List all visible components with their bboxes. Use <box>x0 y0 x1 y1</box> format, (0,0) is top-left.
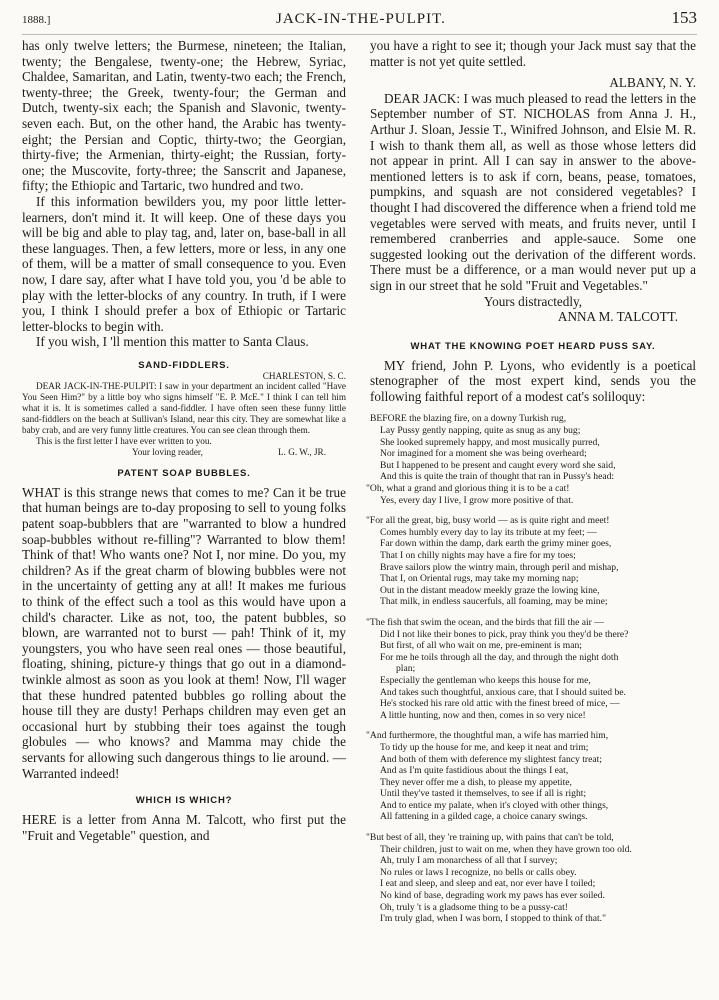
poem-line: Oh, truly 't is a gladsome thing to be a pussy-cat! <box>380 901 568 913</box>
poem-line: I eat and sleep, and sleep and eat, nor ever have I toiled; <box>380 878 596 890</box>
poem-line: BEFORE the blazing fire, on a downy Turkish rug, <box>370 413 567 425</box>
santa-claus-paragraph: If you wish, I 'll mention this matter to Santa Claus. <box>36 334 309 350</box>
poem-line: And as I'm quite fastidious about the things I eat, <box>380 765 569 777</box>
sand-fiddlers-section <box>22 360 346 458</box>
poem-line: That I on chilly nights may have a fire for my toes; <box>380 550 576 561</box>
poem-stanza <box>366 730 696 823</box>
poem-line: plan; <box>396 663 416 675</box>
poem-line: Out in the distant meadow meekly graze the lowing kine, <box>380 584 600 596</box>
poem-line: "Oh, what a grand and glorious thing it is to be a cat! <box>366 483 570 495</box>
poem-line: "But best of all, they 're training up, with pains that can't be told, <box>366 832 614 844</box>
running-header <box>22 8 697 35</box>
patent-bubbles-heading: PATENT SOAP BUBBLES. <box>117 467 251 479</box>
poem-line: For me he toils through all the day, and through the night doth <box>380 651 619 663</box>
poem-line: To tidy up the house for me, and keep it neat and trim; <box>380 741 589 753</box>
cat-poem <box>366 413 696 925</box>
poem-stanza <box>366 515 696 608</box>
poem-line: Far down within the damp, dark earth the grimy miner goes, <box>380 538 612 550</box>
patent-bubbles-section <box>22 468 346 781</box>
poem-line: Especially the gentleman who keeps this house for me, <box>380 674 591 686</box>
page-number: 153 <box>671 8 697 27</box>
which-is-which-heading: WHICH IS WHICH? <box>135 795 233 807</box>
poem-line: "The fish that swim the ocean, and the birds that fill the air — <box>366 616 604 628</box>
poem-line: All fattening in a gilded cage, a choice canary swings. <box>380 811 588 823</box>
poem-line: No kind of base, degrading work my paws has ever soiled. <box>380 890 605 902</box>
poem-stanza <box>366 832 696 925</box>
poem-line: But I happened to be present and caught every word she said, <box>380 459 616 471</box>
poem-line: They never offer me a dish, to please my appetite, <box>380 776 572 788</box>
which-is-which-section <box>22 795 346 843</box>
sand-fiddlers-heading: SAND-FIDDLERS. <box>138 359 230 371</box>
poem-line: "For all the great, big, busy world — as is quite right and meet! <box>366 515 610 527</box>
poem-line: And takes such thoughtful, anxious care, that I should suited be. <box>380 686 626 698</box>
header-year: 1888.] <box>22 14 51 26</box>
left-column <box>22 38 346 843</box>
poem-line: That I, on Oriental rugs, may take my morning nap; <box>380 573 579 585</box>
poem-line: Their children, just to wait on me, when they have grown too old. <box>380 843 632 855</box>
sand-fiddlers-signature: L. G. W., JR. <box>278 446 326 457</box>
poem-line: A little hunting, now and then, comes in so very nice! <box>380 709 586 721</box>
alphabet-paragraph: has only twelve letters; the Burmese, nineteen; the Italian, twenty; the Bengalese, twenty-one; the Hebrew, Syriac, Chaldee, Samaritan, and Latin, twenty-two each; the French, twenty-three; the Greek, twenty-four; the German and Dutch, twenty-six each; the Spanish and Slavonic, twenty-seven each. But, on the other hand, the Arabic has twenty-eight; the Persian and Coptic, thirty-two; the Georgian, thirty-five; the Armenian, thirty-eight; the Russian, forty-one; the Muscovite, forty-three; the Sanscrit and Japanese, fifty; the Ethiopic and Tartaric, two hundred and two. <box>22 38 346 194</box>
poem-stanza <box>366 616 696 721</box>
poet-section <box>366 340 696 925</box>
poem-line: Yes, every day I live, I grow more positive of that. <box>380 494 574 506</box>
albany-place: ALBANY, N. Y. <box>609 75 696 91</box>
poem-stanza <box>366 413 696 506</box>
patent-bubbles-body: WHAT is this strange news that comes to me? Can it be true that human beings are to-day proposing to sell to young folks patent soap-bubblers that are "warranted to blow a hundred soap-bubbles without re-filling"? Warranted to blow them! Think of that! Who wants one? Not I, nor mine. Do you, my children? As if the great charm of blowing bubbles were not in the uncertainty of getting any at all! It makes me furious to think of the effect such a tool as this would have upon a child's character. Like as not, too, the patent bubbles, so blown, are warranted not to burst — pah! Think of it, my youngsters, you who have seen real ones — those beautiful, floating, shining, picture-y things that go out in a diamond-twinkle almost as soon as you look at them! Now, I'll wager that these hundred patented bubbles go rolling about the house till they are dusty! Perhaps children may even get an occasional hurt by stubbing their toes against the tough globules — who knows? and Mamma may chide the servants for allowing such dangerous things to lie around. — Warranted indeed! <box>22 484 346 781</box>
sand-fiddlers-letter: DEAR JACK-IN-THE-PULPIT: I saw in your department an incident called "Have You Seen Him?" by a little boy who signs himself "E. P. McE." I think I can tell him what it is. It is sometimes called a sand-fiddler. I have often seen these funny little sand-fiddlers on the beach at Sullivan's Island, near this city. They are somewhat like a baby crab, and are very funny little creatures. You can see clean through them. <box>22 380 346 435</box>
poem-line: Lay Pussy gently napping, quite as snug as any bug; <box>380 425 581 437</box>
poem-line: And this is quite the train of thought that ran in Pussy's head: <box>380 471 615 483</box>
right-intro: you have a right to see it; though your Jack must say that the matter is not yet quite settled. <box>370 38 696 69</box>
poem-line: No rules or laws I recognize, no bells or calls obey. <box>380 866 577 878</box>
poem-line: But first, of all who wait on me, pre-eminent is man; <box>380 640 582 652</box>
poem-line: Comes humbly every day to lay its tribute at my feet; — <box>380 526 597 538</box>
talcott-letter: DEAR JACK: I was much pleased to read the letters in the September number of ST. NICHOLAS from Anna J. H., Arthur J. Sloan, Jessie T., Winifred Johnson, and Elsie M. R. I wish to thank them all, as well as those whose letters did not appear in print. All I can say in answer to the above-mentioned letters is to ask if corn, beans, pease, tomatoes, pumpkins, and squash are not considered vegetables? I thought I had discovered the difference when a friend told me vegetables were served with meats, and fruits never, until I remembered cranberries and apple-sauce. Some one suggested looking out the derivation of the different words. There must be a difference, or a man would never put up a sign in our street that he sold "Fruit and Vegetables." <box>370 90 696 293</box>
sand-fiddlers-closing: Your loving reader, <box>132 446 203 457</box>
poem-line: She looked supremely happy, and most musically purred, <box>380 436 600 448</box>
poem-line: Did I not like their bones to pick, pray think you they'd be there? <box>380 628 629 640</box>
poem-line: Until they've tasted it themselves, to see if all is right; <box>380 788 587 800</box>
letter-learners-paragraph: If this information bewilders you, my poor little letter-learners, don't mind it. It will keep. One of these days you will be big and able to play tag, and, later on, base-ball in all these languages. Then, a few letters, more or less, in any one of them, will be a matter of small consequence to you. Even now, I dare say, after what I have told you, you 'd be able to play with the letter-blocks of any country. In truth, if I were you, I think I should prefer a box of Ethiopic or Tartaric letter-blocks to begin with. <box>22 193 346 334</box>
talcott-signature: ANNA M. TALCOTT. <box>557 309 678 325</box>
poem-line: And to entice my palate, when it's cloyed with other things, <box>380 799 609 811</box>
sand-fiddlers-signoff <box>22 447 346 458</box>
poet-heading: WHAT THE KNOWING POET HEARD PUSS SAY. <box>410 340 656 352</box>
right-column <box>366 38 696 925</box>
poem-line: He's stocked his rare old attic with the finest breed of mice, — <box>380 698 620 710</box>
poem-line: Nor imagined for a moment she was being overheard; <box>380 448 587 460</box>
poem-line: "And furthermore, the thoughtful man, a wife has married him, <box>366 730 609 742</box>
poem-line: Brave sailors plow the wintry main, through peril and mishap, <box>380 561 619 573</box>
poem-line: And both of them with deference my slightest fancy treat; <box>380 753 602 765</box>
poet-intro: MY friend, John P. Lyons, who evidently is a poetical stenographer of the most expert kind, sends you the following faithful report of a modest cat's soliloquy: <box>370 357 696 404</box>
poem-line: I'm truly glad, when I was born, I stopped to think of that." <box>380 913 606 925</box>
sand-fiddlers-note: This is the first letter I have ever written to you. <box>36 435 212 446</box>
talcott-closing: Yours distractedly, <box>483 293 583 309</box>
which-is-which-body: HERE is a letter from Anna M. Talcott, who first put the "Fruit and Vegetable" question, and <box>22 812 346 843</box>
sand-fiddlers-place: CHARLESTON, S. C. <box>262 370 346 381</box>
poem-line: Ah, truly I am monarchess of all that I survey; <box>380 855 558 867</box>
poem-line: That milk, in endless saucerfuls, all foaming, may be mine; <box>380 596 608 608</box>
header-title: JACK-IN-THE-PULPIT. <box>275 11 446 27</box>
